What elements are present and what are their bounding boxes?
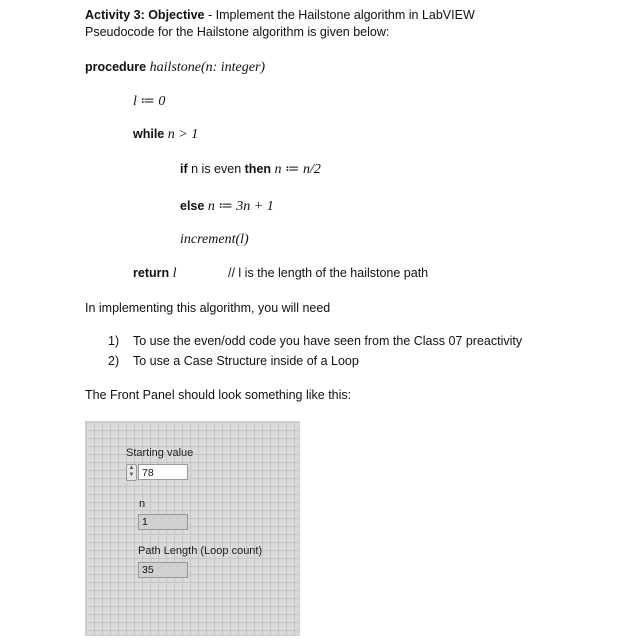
list-item-text: To use a Case Structure inside of a Loop: [133, 354, 359, 368]
list-item-number: 2): [108, 354, 120, 368]
then-statement: n ≔ n/2: [274, 162, 321, 177]
if-line: [180, 162, 321, 177]
procedure-keyword: procedure: [85, 60, 147, 74]
return-line: [133, 266, 177, 281]
path-length-label: Path Length (Loop count): [138, 545, 263, 557]
while-line: [133, 127, 198, 142]
spin-down-icon[interactable]: ▼: [128, 472, 135, 478]
front-panel-note: The Front Panel should look something like this:: [85, 388, 352, 402]
pseudocode-intro: Pseudocode for the Hailstone algorithm is given below:: [85, 25, 390, 39]
list-item: [108, 354, 119, 369]
increment-decrement-spinner[interactable]: [126, 464, 137, 481]
while-keyword: while: [133, 127, 165, 141]
list-item: [108, 334, 119, 349]
return-variable: l: [172, 266, 177, 281]
implementation-intro: In implementing this algorithm, you will need: [85, 301, 331, 315]
procedure-signature: hailstone(n: integer): [149, 60, 266, 75]
increment-statement: increment(l): [180, 232, 249, 247]
init-statement: l ≔ 0: [133, 94, 166, 109]
labview-front-panel: [85, 421, 300, 636]
list-item-text: To use the even/odd code you have seen from the Class 07 preactivity: [133, 334, 523, 348]
else-line: [180, 199, 274, 214]
return-keyword: return: [133, 266, 170, 280]
procedure-line: [85, 60, 265, 75]
activity-heading: [85, 8, 475, 23]
else-keyword: else: [180, 199, 205, 213]
else-statement: n ≔ 3n + 1: [207, 199, 274, 214]
list-item-number: 1): [108, 334, 120, 348]
if-keyword: if: [180, 162, 188, 176]
starting-value-input[interactable]: 78: [138, 464, 188, 480]
path-length-indicator: 35: [138, 562, 188, 578]
n-indicator: 1: [138, 514, 188, 530]
activity-title: Activity 3: Objective: [85, 8, 205, 22]
n-indicator-label: n: [139, 498, 146, 510]
spin-up-icon[interactable]: ▲: [128, 465, 135, 471]
while-condition: n > 1: [167, 127, 199, 142]
if-condition: n is even: [191, 162, 242, 176]
return-comment: // l is the length of the hailstone path: [228, 266, 429, 280]
then-keyword: then: [244, 162, 272, 176]
activity-objective: - Implement the Hailstone algorithm in LabVIEW: [204, 8, 475, 22]
starting-value-label: Starting value: [126, 447, 194, 459]
